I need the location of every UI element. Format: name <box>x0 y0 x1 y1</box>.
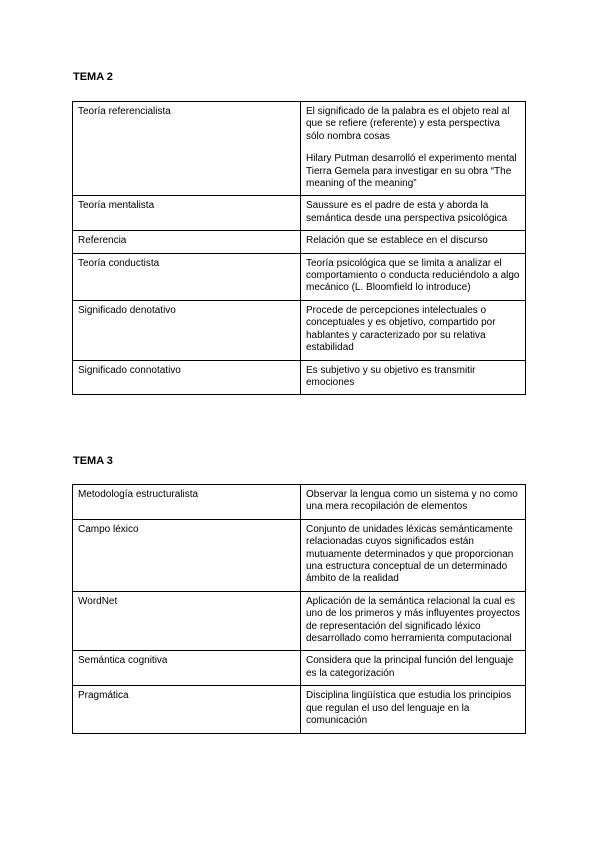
table-row <box>73 651 526 686</box>
section-heading-tema-2: TEMA 2 <box>73 71 113 83</box>
definition-cell <box>301 253 526 300</box>
definition-cell <box>301 102 526 196</box>
table-row <box>73 591 526 651</box>
table-row <box>73 196 526 231</box>
definition-cell <box>301 519 526 591</box>
term-cell: Significado denotativo <box>73 300 301 360</box>
definition-text: Disciplina lingüística que estudia los principios que regulan el uso del lenguaje en la comunicación <box>306 690 512 727</box>
table-row <box>73 485 526 520</box>
definition-cell <box>301 591 526 651</box>
term-cell: Teoría referencialista <box>73 102 301 196</box>
definition-text: Teoría psicológica que se limita a analizar el comportamiento o conducta reduciéndolo a algo mecánico (L. Bloomfield lo introduce) <box>306 257 520 294</box>
definition-text: Es subjetivo y su objetivo es transmitir emociones <box>306 364 476 388</box>
table-row <box>73 300 526 360</box>
section-heading-tema-3: TEMA 3 <box>73 455 113 467</box>
term-cell: Pragmática <box>73 686 301 733</box>
term-cell: Metodología estructuralista <box>73 485 301 520</box>
glossary-table-tema-3 <box>72 484 526 734</box>
definition-text: Observar la lengua como un sistema y no como una mera recopilación de elementos <box>306 489 518 513</box>
glossary-body <box>73 485 526 734</box>
term-cell: Referencia <box>73 231 301 253</box>
table-row <box>73 360 526 395</box>
definition-cell <box>301 196 526 231</box>
table-row <box>73 253 526 300</box>
definition-text: Relación que se establece en el discurso <box>306 235 488 247</box>
definition-text: Aplicación de la semántica relacional la cual es uno de los primeros y más influyentes proyectos de representación del significado léxico desarrollado como herramienta computacional <box>306 595 520 645</box>
term-cell: Teoría mentalista <box>73 196 301 231</box>
term-cell: WordNet <box>73 591 301 651</box>
glossary-body <box>73 102 526 395</box>
term-cell: Semántica cognitiva <box>73 651 301 686</box>
definition-text: Conjunto de unidades léxicas semánticamente relacionadas cuyos significados están mutuamente determinados y que proporcionan una estructura conceptual de un determinado ámbito de la realidad <box>306 523 514 585</box>
definition-cell <box>301 300 526 360</box>
table-row <box>73 231 526 253</box>
definition-text: El significado de la palabra es el objeto real al que se refiere (referente) y esta perspectiva sólo nombra cosas <box>306 106 510 142</box>
definition-text: Procede de percepciones intelectuales o conceptuales y es objetivo, compartido por hablantes y caracterizado por su relativa estabilidad <box>306 304 496 354</box>
definition-cell <box>301 360 526 395</box>
table-row <box>73 519 526 591</box>
definition-text: Hilary Putman desarrolló el experimento mental Tierra Gemela para investigar en su obra “The meaning of the meaning” <box>306 153 517 190</box>
glossary-table-tema-2 <box>72 101 526 395</box>
table-row <box>73 686 526 733</box>
definition-cell <box>301 686 526 733</box>
definition-text: Saussure es el padre de esta y aborda la semántica desde una perspectiva psicológica <box>306 200 508 224</box>
definition-text: Considera que la principal función del lenguaje es la categorización <box>306 655 514 679</box>
definition-cell <box>301 231 526 253</box>
definition-cell <box>301 485 526 520</box>
term-cell: Significado connotativo <box>73 360 301 395</box>
definition-cell <box>301 651 526 686</box>
term-cell: Teoría conductista <box>73 253 301 300</box>
table-row <box>73 102 526 196</box>
term-cell: Campo léxico <box>73 519 301 591</box>
